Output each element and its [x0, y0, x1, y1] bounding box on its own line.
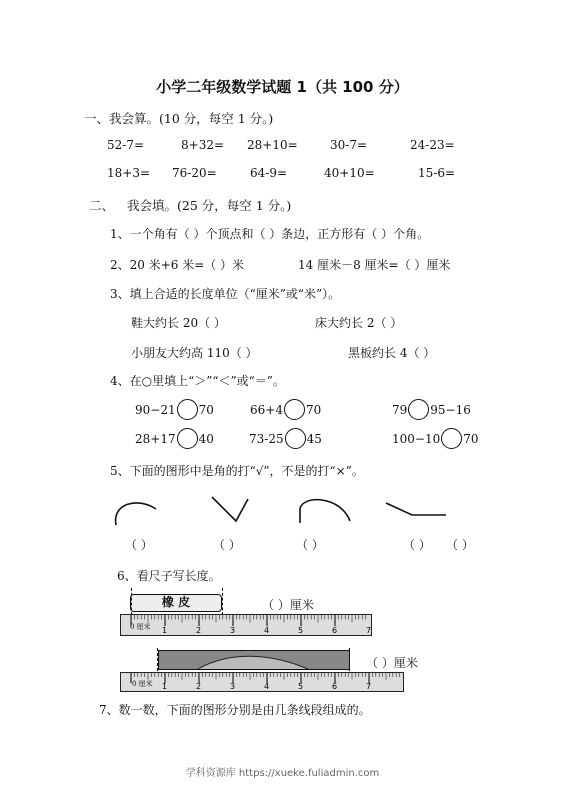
q3-item: 鞋大约长 20（ ） [131, 316, 226, 330]
footer: 学科资源库 https://xueke.fuliadmin.com [185, 768, 380, 779]
compare-item [135, 399, 214, 420]
compare-right: 45 [306, 431, 322, 446]
q3-item: 黑板约长 4（ ） [348, 346, 436, 360]
ruler-number: 6 [332, 682, 338, 691]
figure-arc [116, 503, 156, 525]
compare-left: 73-25 [249, 431, 284, 446]
question-1: 1、一个角有（ ）个顶点和（ ）条边，正方形有（ ）个角。 [110, 227, 430, 241]
compare-right: 95−16 [430, 402, 471, 417]
ruler-1-ticks [120, 614, 372, 636]
compare-circle[interactable] [284, 399, 305, 420]
calc-item: 18+3= [107, 166, 151, 180]
q3-item: 小朋友大约高 110（ ） [131, 346, 258, 360]
ruler-number: 3 [230, 682, 236, 691]
compare-left: 28+17 [135, 431, 176, 446]
compare-circle[interactable] [177, 428, 198, 449]
ruler-2-zero: 0 厘米 [132, 680, 153, 688]
q5-blank[interactable]: （ ） [403, 538, 431, 552]
ruler-number: 7 [366, 626, 372, 635]
q5-blank[interactable]: （ ） [446, 538, 474, 552]
calc-item: 8+32= [181, 138, 225, 152]
figure-curve [300, 500, 350, 523]
compare-left: 100−10 [392, 431, 441, 446]
ruler-2-ticks [120, 672, 404, 692]
q6-blank-2[interactable]: （ ）厘米 [366, 656, 418, 670]
section2-heading: 我会填。(25 分，每空 1 分。) [127, 198, 292, 213]
q5-blank[interactable]: （ ） [296, 538, 324, 552]
calc-item: 76-20= [172, 166, 217, 180]
calc-item: 15-6= [418, 166, 456, 180]
section2-heading-num: 二、 [89, 198, 115, 213]
calc-item: 52-7= [107, 138, 145, 152]
question-4: 4、在○里填上“＞”“＜”或“＝”。 [110, 374, 285, 388]
calc-item: 64-9= [250, 166, 288, 180]
compare-circle[interactable] [408, 399, 429, 420]
calc-item: 30-7= [330, 138, 368, 152]
compare-item [392, 428, 479, 449]
calc-item: 24-23= [410, 138, 455, 152]
compare-right: 70 [198, 402, 214, 417]
compare-right: 40 [198, 431, 214, 446]
compare-right: 70 [305, 402, 322, 417]
ruler-number: 4 [264, 682, 270, 691]
question-6: 6、看尺子写长度。 [117, 569, 221, 583]
figure-angle [212, 497, 248, 521]
q6-blank-1[interactable]: （ ）厘米 [262, 598, 314, 612]
compare-item [250, 399, 321, 420]
eraser [130, 594, 222, 612]
ruler-number: 1 [162, 682, 168, 691]
compare-circle[interactable] [441, 428, 462, 449]
ruler-1-zero: 0 厘米 [130, 623, 151, 631]
ruler-number: 2 [196, 626, 202, 635]
question-2b: 14 厘米－8 厘米=（ ）厘米 [298, 258, 451, 272]
ruler-number: 1 [162, 626, 168, 635]
q3-item: 床大约长 2（ ） [315, 316, 403, 330]
compare-left: 66+4 [250, 402, 283, 417]
ruler-number: 3 [230, 626, 236, 635]
question-3: 3、填上合适的长度单位（“厘米”或“米”）。 [110, 287, 341, 301]
ruler-number: 2 [196, 682, 202, 691]
section1-heading: 一、我会算。(10 分，每空 1 分。) [84, 111, 274, 126]
compare-item [392, 399, 471, 420]
compare-circle[interactable] [285, 428, 306, 449]
ruler-number: 5 [298, 626, 304, 635]
eraser-label: 橡 皮 [161, 595, 191, 609]
compare-item [135, 428, 214, 449]
compare-left: 79 [392, 402, 408, 417]
q5-blank[interactable]: （ ） [125, 538, 153, 552]
figure-bent-line [386, 503, 446, 515]
calc-item: 40+10= [324, 166, 375, 180]
calc-item: 28+10= [247, 138, 298, 152]
compare-item [249, 428, 322, 449]
compare-circle[interactable] [177, 399, 198, 420]
ruler-number: 7 [366, 682, 372, 691]
compare-right: 70 [463, 431, 479, 446]
ruler-number: 5 [298, 682, 304, 691]
q5-blank[interactable]: （ ） [213, 538, 241, 552]
ruler-number: 6 [332, 626, 338, 635]
compare-left: 90−21 [135, 402, 176, 417]
question-5: 5、下面的图形中是角的打“√”，不是的打“×”。 [110, 464, 364, 478]
question-7: 7、数一数，下面的图形分别是由几条线段组成的。 [99, 703, 371, 717]
measured-bar-arc [158, 650, 350, 670]
angle-figures [100, 487, 480, 532]
page-title: 小学二年级数学试题 1（共 100 分） [156, 78, 409, 96]
ruler-number: 4 [264, 626, 270, 635]
question-2a: 2、20 米+6 米=（ ）米 [110, 258, 245, 272]
